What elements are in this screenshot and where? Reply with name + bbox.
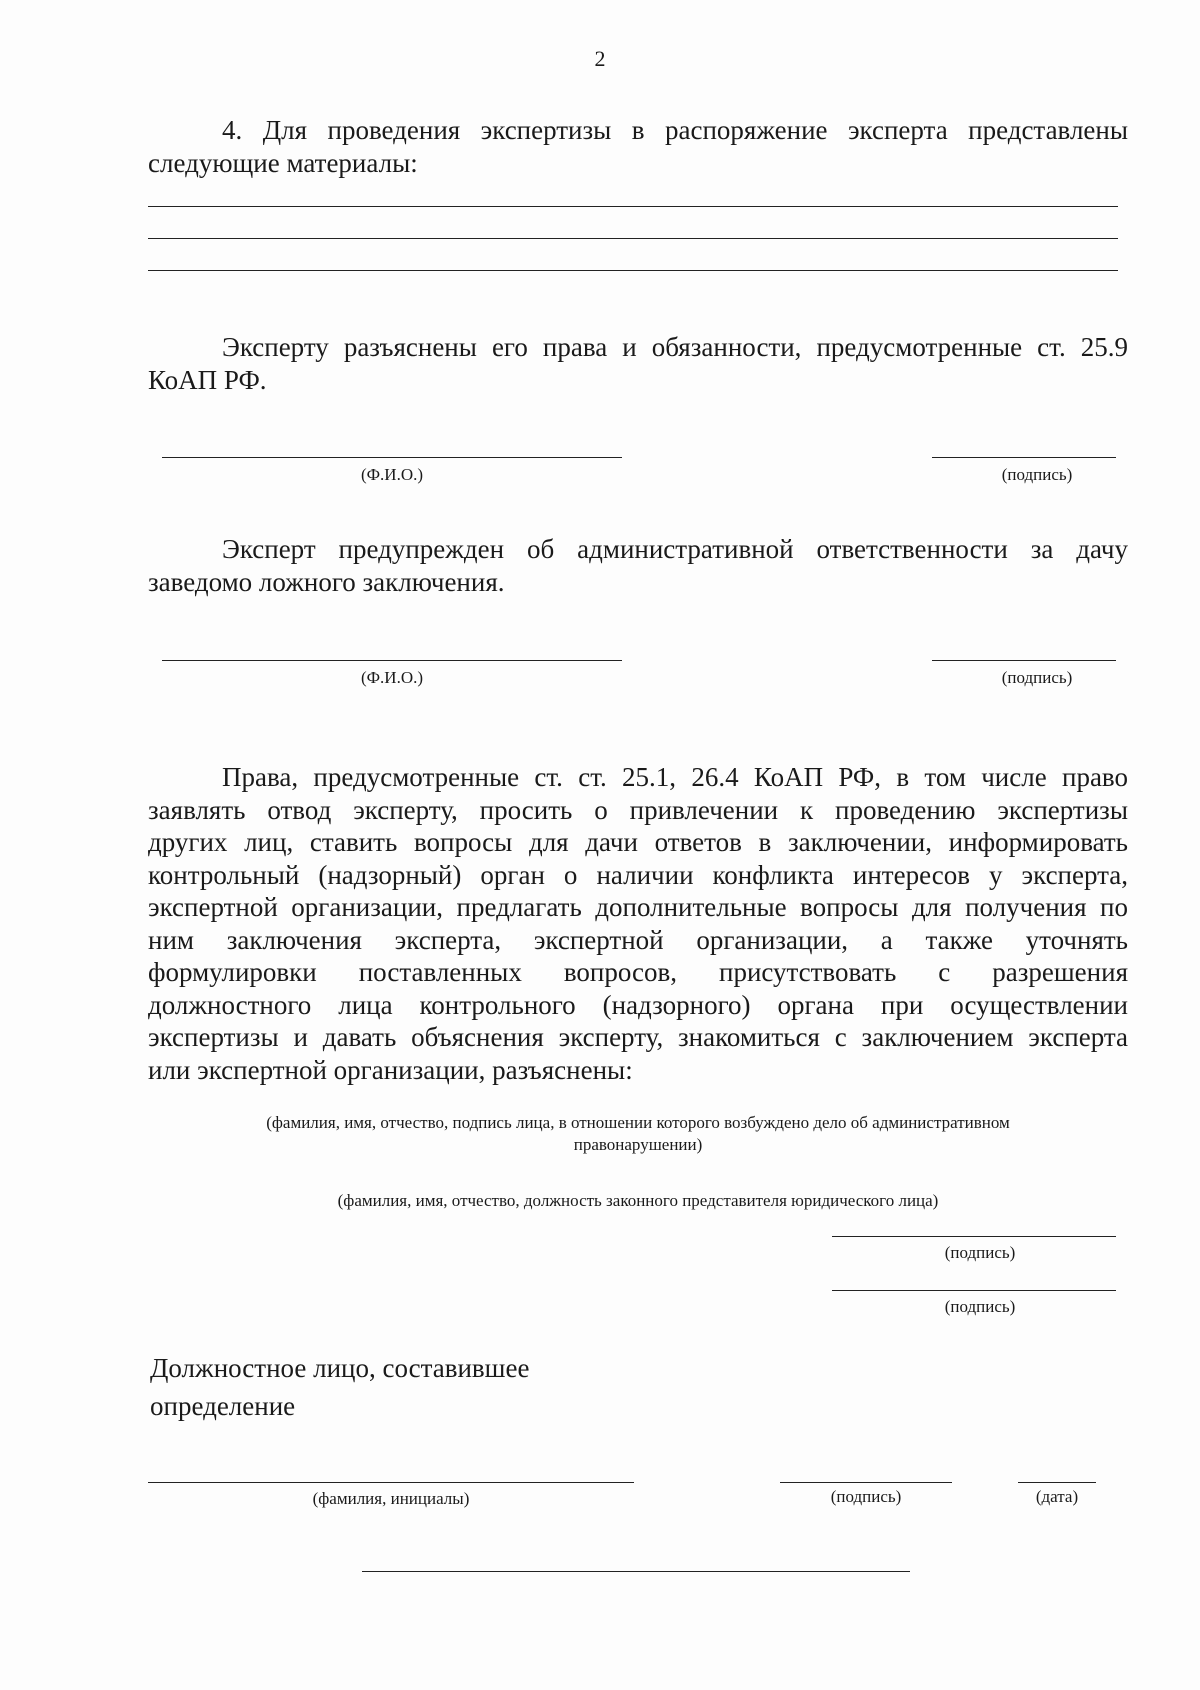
materials-line-1: 4. Для проведения экспертизы в распоряжение эксперта представлены (222, 115, 1128, 145)
warning-line-2: заведомо ложного заключения. (148, 566, 505, 597)
warning-line-1: Эксперт предупрежден об административной ответственности за дачу (222, 534, 1128, 564)
signature-line-a (832, 1236, 1116, 1237)
party-rights-line-6: ним заключения эксперта, экспертной организации, а также уточнять (148, 924, 1128, 955)
signature-caption-1: (подпись) (1001, 465, 1073, 484)
signature-line-2 (932, 660, 1116, 661)
official-title-line-2: определение (150, 1391, 296, 1421)
official-signature-line (780, 1482, 952, 1483)
expert-rights-line-1: Эксперту разъяснены его права и обязанности, предусмотренные ст. 25.9 (222, 332, 1128, 362)
party-rights-line-5: экспертной организации, предлагать дополнительные вопросы для получения по (148, 892, 1128, 922)
signature-line-1 (932, 457, 1116, 458)
fio-line-1 (162, 457, 622, 458)
expert-rights-line-2: КоАП РФ. (148, 364, 267, 395)
person-caption-line-1: (фамилия, имя, отчество, подпись лица, в отношении которого возбуждено дело об административном (266, 1113, 1010, 1132)
expert-rights-paragraph (148, 331, 1128, 396)
warning-paragraph (148, 533, 1128, 598)
party-rights-paragraph (148, 761, 1128, 1086)
materials-blank-line-2 (148, 238, 1118, 239)
signature-caption-a: (подпись) (944, 1243, 1016, 1262)
materials-paragraph (148, 114, 1128, 179)
signature-caption-2: (подпись) (1001, 668, 1073, 687)
party-rights-line-4: контрольный (надзорный) орган о наличии конфликта интересов у эксперта, (148, 859, 1128, 890)
signature-caption-b: (подпись) (944, 1297, 1016, 1316)
official-name-line (148, 1482, 634, 1483)
page-number: 2 (594, 46, 606, 71)
fio-caption-2: (Ф.И.О.) (360, 668, 424, 687)
materials-blank-line-1 (148, 206, 1118, 207)
party-rights-line-7: формулировки поставленных вопросов, присутствовать с разрешения (148, 957, 1128, 987)
party-rights-line-1: Права, предусмотренные ст. ст. 25.1, 26.4 КоАП РФ, в том числе право (222, 762, 1128, 792)
party-rights-line-8: должностного лица контрольного (надзорного) органа при осуществлении (148, 989, 1128, 1020)
fio-line-2 (162, 660, 622, 661)
person-caption-line-2: правонарушении) (573, 1135, 703, 1154)
official-title (150, 1349, 529, 1425)
party-rights-line-10: или экспертной организации, разъяснены: (148, 1054, 633, 1085)
legal-representative-caption: (фамилия, имя, отчество, должность законного представителя юридического лица) (337, 1191, 939, 1210)
materials-blank-line-3 (148, 270, 1118, 271)
official-signature-caption: (подпись) (830, 1487, 902, 1506)
signature-line-b (832, 1290, 1116, 1291)
official-title-line-1: Должностное лицо, составившее (150, 1353, 530, 1383)
fio-caption-1: (Ф.И.О.) (360, 465, 424, 484)
party-rights-line-2: заявлять отвод эксперту, просить о привлечении к проведению экспертизы (148, 794, 1128, 825)
materials-line-2: следующие материалы: (148, 147, 418, 178)
official-date-caption: (дата) (1035, 1487, 1079, 1506)
party-rights-line-3: других лиц, ставить вопросы для дачи ответов в заключении, информировать (148, 827, 1128, 857)
closing-line (362, 1571, 910, 1572)
official-name-caption: (фамилия, инициалы) (312, 1489, 470, 1508)
person-caption (148, 1112, 1128, 1156)
party-rights-line-9: экспертизы и давать объяснения эксперту, знакомиться с заключением эксперта (148, 1022, 1128, 1052)
official-date-line (1018, 1482, 1096, 1483)
